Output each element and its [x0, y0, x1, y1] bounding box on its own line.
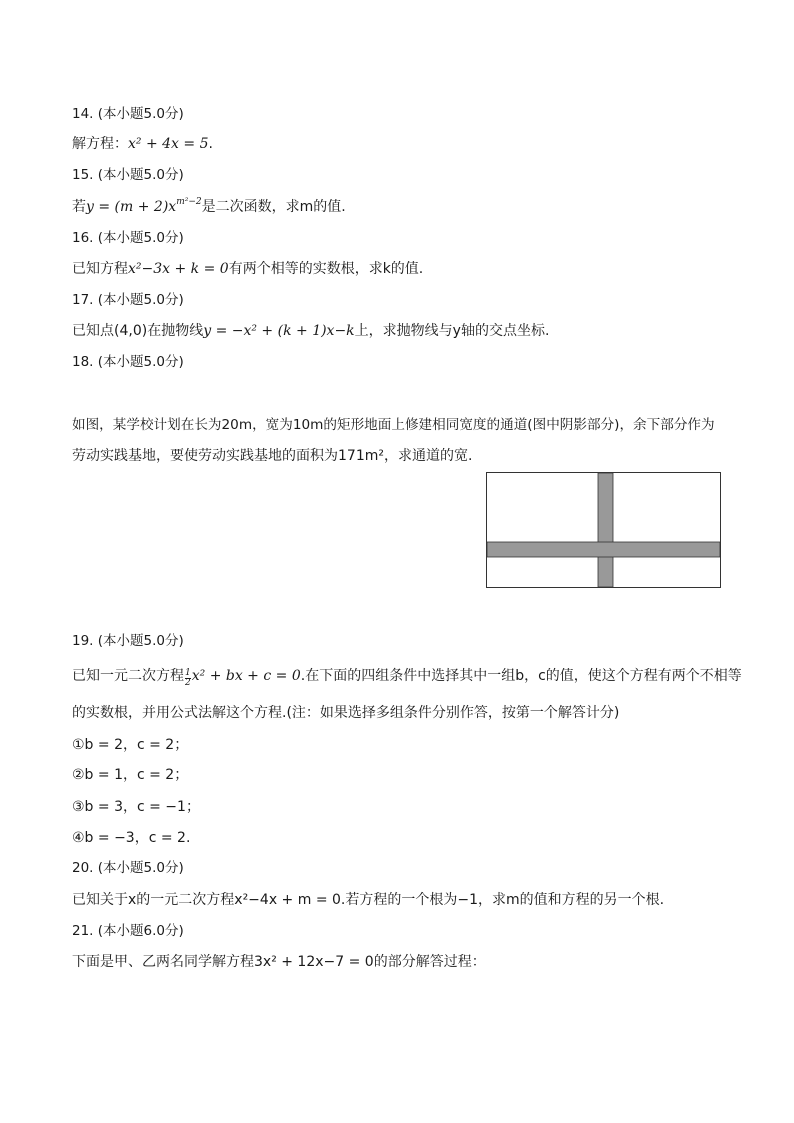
q19-equation: x² + bx + c = 0 [191, 668, 301, 684]
q15-equation: y = (m + 2)x [86, 199, 177, 215]
q19-line1 [72, 666, 742, 688]
q15-body [72, 197, 346, 217]
horizontal-path [487, 542, 720, 557]
q19-fraction [185, 669, 191, 688]
q14-suffix: . [208, 136, 213, 152]
q15-header: 15. (本小题5.0分) [72, 167, 184, 183]
q17-header: 17. (本小题5.0分) [72, 292, 184, 308]
q18-header: 18. (本小题5.0分) [72, 354, 184, 370]
q16-body [72, 259, 423, 279]
q21-body: 下面是甲、乙两名同学解方程3x² + 12x−7 = 0的部分解答过程： [72, 954, 486, 970]
q16-equation: x²−3x + k = 0 [128, 261, 229, 277]
q17-prefix: 已知点(4,0)在抛物线 [72, 323, 204, 339]
q18-line1: 如图，某学校计划在长为20m，宽为10m的矩形地面上修建相同宽度的通道(图中阴影部分)，余下部分作为 [72, 417, 715, 433]
q19-frac-den: 2 [185, 678, 191, 688]
q20-header: 20. (本小题5.0分) [72, 860, 184, 876]
road-figure [486, 472, 721, 588]
vertical-path [598, 473, 613, 587]
q21-header: 21. (本小题6.0分) [72, 923, 184, 939]
q19-option-2: ②b = 1，c = 2； [72, 767, 189, 783]
q18-line2: 劳动实践基地，要使劳动实践基地的面积为171m²，求通道的宽. [72, 448, 473, 464]
q15-prefix: 若 [72, 199, 86, 215]
q14-prefix: 解方程： [72, 136, 128, 152]
q19-option-1: ①b = 2，c = 2； [72, 737, 189, 753]
q16-header: 16. (本小题5.0分) [72, 230, 184, 246]
q19-frac-num: 1 [185, 668, 191, 678]
q17-equation: y = −x² + (k + 1)x−k [203, 323, 355, 339]
q19-header: 19. (本小题5.0分) [72, 633, 184, 649]
q14-header: 14. (本小题5.0分) [72, 106, 184, 122]
q20-body: 已知关于x的一元二次方程x²−4x + m = 0.若方程的一个根为−1，求m的值和方程的另一个根. [72, 892, 665, 908]
q14-equation: x² + 4x = 5 [128, 136, 209, 152]
q19-prefix: 已知一元二次方程 [72, 668, 184, 684]
q19-line2: 的实数根，并用公式法解这个方程.(注：如果选择多组条件分别作答，按第一个解答计分) [72, 705, 620, 721]
q14-body [72, 134, 213, 154]
q19-suffix: .在下面的四组条件中选择其中一组b，c的值，使这个方程有两个不相等 [300, 668, 742, 684]
q17-body [72, 321, 549, 341]
q19-option-3: ③b = 3，c = −1； [72, 799, 200, 815]
q16-prefix: 已知方程 [72, 261, 128, 277]
q15-suffix: 是二次函数，求m的值. [201, 199, 346, 215]
q17-suffix: 上，求抛物线与y轴的交点坐标. [354, 323, 550, 339]
q15-exponent: m²−2 [176, 197, 202, 207]
q16-suffix: 有两个相等的实数根，求k的值. [228, 261, 424, 277]
q19-option-4: ④b = −3，c = 2. [72, 830, 191, 846]
